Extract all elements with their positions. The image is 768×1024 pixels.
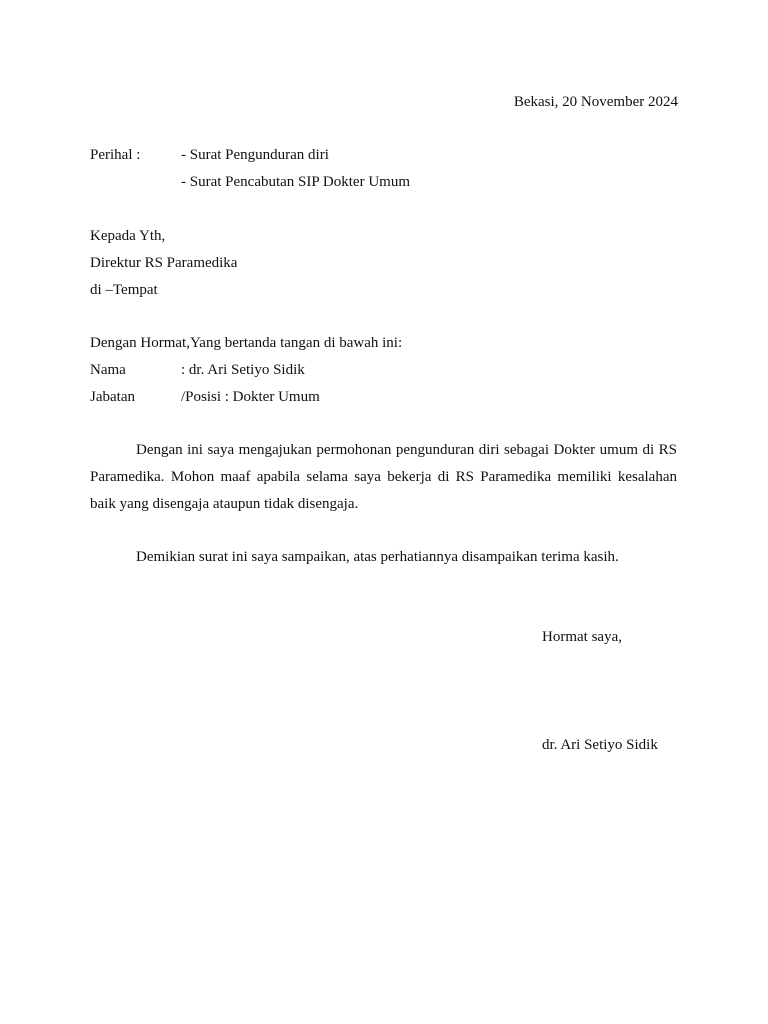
body-paragraph-2-text: Demikian surat ini saya sampaikan, atas perhatiannya disampaikan terima kasih.: [136, 549, 619, 565]
name-label: Nama: [90, 362, 126, 378]
name-value: : dr. Ari Setiyo Sidik: [181, 362, 305, 378]
greeting: Dengan Hormat,Yang bertanda tangan di bawah ini:: [90, 335, 403, 351]
subject-label: Perihal :: [90, 147, 141, 163]
position-value: /Posisi : Dokter Umum: [181, 389, 320, 405]
body-paragraph-2: [90, 544, 677, 571]
position-label: Jabatan: [90, 389, 135, 405]
closing: Hormat saya,: [542, 629, 622, 645]
subject-item-2: - Surat Pencabutan SIP Dokter Umum: [181, 174, 410, 190]
recipient-line-1: Kepada Yth,: [90, 228, 166, 244]
place-date: Bekasi, 20 November 2024: [513, 94, 678, 110]
subject-item-1: - Surat Pengunduran diri: [181, 147, 329, 163]
body-paragraph-1: [90, 437, 677, 518]
signatory-name: dr. Ari Setiyo Sidik: [542, 737, 658, 753]
body-paragraph-1-text: Dengan ini saya mengajukan permohonan pengunduran diri sebagai Dokter umum di RS Paramedika. Mohon maaf apabila selama saya bekerja di RS Paramedika memiliki kesalahan baik yang disengaja ataupun tidak disengaja.: [90, 442, 677, 512]
recipient-line-3: di –Tempat: [90, 282, 158, 298]
recipient-line-2: Direktur RS Paramedika: [90, 255, 238, 271]
